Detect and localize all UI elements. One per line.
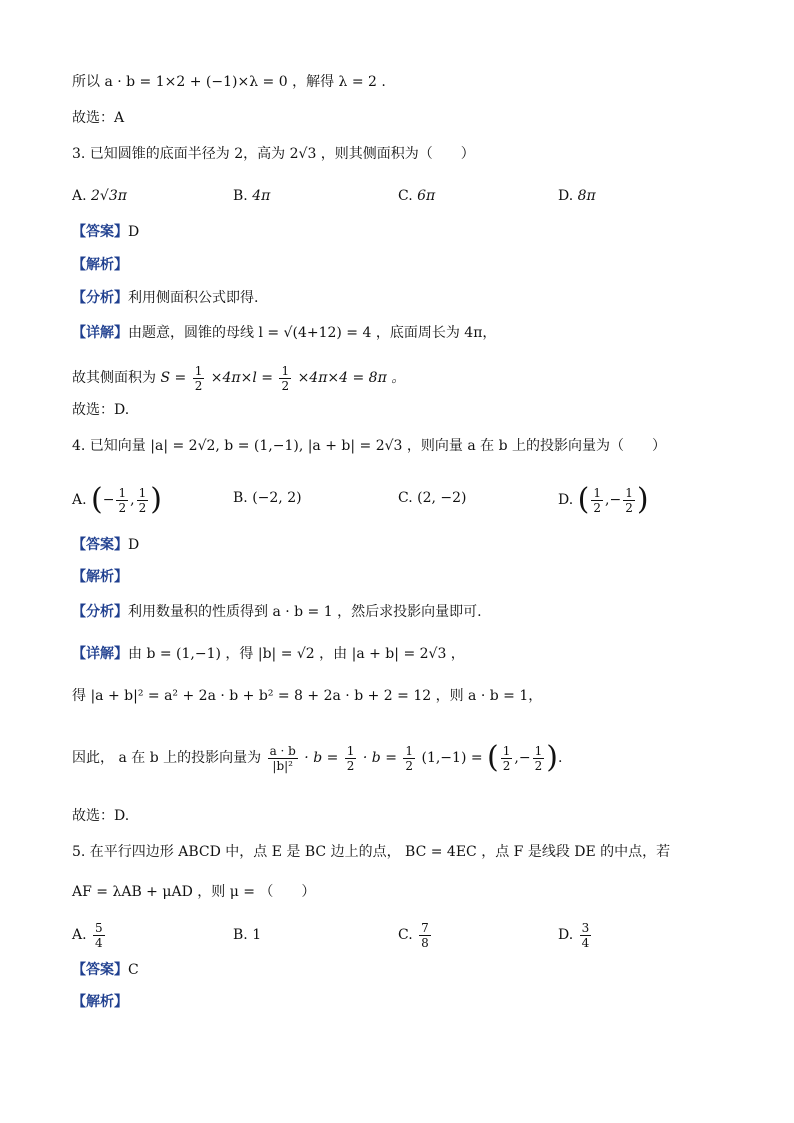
option-value: 4π: [252, 188, 271, 204]
option-label: B.: [233, 927, 248, 943]
option-value: 6π: [417, 188, 436, 204]
option-label: D.: [558, 927, 574, 943]
question-5-line-1: 5. 在平行四边形 ABCD 中，点 E 是 BC 边上的点， BC = 4EC ，点 F 是线段 DE 的中点，若: [72, 844, 671, 860]
lateral-area-pre: 故其侧面积为: [72, 370, 156, 386]
q3-option-d: [558, 186, 596, 206]
projection-line: 因此， a 在 b 上的投影向量为 $\frac{a \cdot b}{\text{|b|²}}$ · b = $\frac{1}{2}$ · b = $\frac{1}{2}$ (1,−1) = ( $\frac{1}{2}$ ,− $\frac{1}{2}$ ).: [72, 740, 563, 775]
fraction-half: $\frac{1}{2}$: [194, 363, 203, 393]
xiangjie-line: [72, 323, 496, 343]
selection-line: 故选：A: [72, 110, 125, 126]
fenxi-text: 利用侧面积公式即得.: [128, 290, 259, 306]
option-label: B.: [233, 490, 248, 506]
fraction-half: $\frac{1}{2}$: [346, 743, 355, 773]
selection-line: 故选：D.: [72, 808, 130, 824]
answer-tag: 【答案】: [72, 962, 128, 978]
xiangjie-text: 由题意，圆锥的母线 l = √(4+12) = 4 ，底面周长为 4π，: [128, 325, 497, 341]
q3-option-a: [72, 186, 127, 206]
analysis-heading: [72, 255, 128, 275]
answer-line: [72, 960, 139, 980]
analysis-tag: 【解析】: [72, 994, 128, 1010]
q5-option-a: A. $\frac{5}{4}$: [72, 920, 103, 950]
option-value: 2√3π: [91, 188, 127, 204]
answer-tag: 【答案】: [72, 537, 128, 553]
analysis-heading: [72, 567, 128, 587]
xiangjie-line: [72, 644, 465, 664]
answer-value: D: [128, 537, 140, 553]
q3-option-b: [233, 186, 270, 206]
fenxi-tag: 【分析】: [72, 604, 128, 620]
answer-tag: 【答案】: [72, 224, 128, 240]
option-value: 1: [252, 927, 262, 943]
fenxi-line: [72, 602, 482, 622]
formula-s: S =: [160, 370, 187, 386]
option-label: D.: [558, 492, 574, 508]
lateral-area-line: [72, 358, 405, 398]
q3-option-c: [398, 186, 435, 206]
answer-value: D: [128, 224, 140, 240]
selection-line: 故选：D.: [72, 402, 130, 418]
answer-line: [72, 535, 139, 555]
answer-line: [72, 222, 139, 242]
q5-option-b: [233, 925, 261, 945]
fenxi-line: [72, 288, 258, 308]
projection-pre: 因此， a 在 b 上的投影向量为: [72, 750, 262, 766]
option-value: (2, −2): [417, 490, 467, 506]
q5-option-c: C. $\frac{7}{8}$: [398, 920, 429, 950]
option-label: A.: [72, 188, 87, 204]
fraction-projection: $\frac{a \cdot b}{\text{|b|²}}$: [269, 743, 296, 773]
option-label: C.: [398, 490, 413, 506]
option-label: B.: [233, 188, 248, 204]
xiangjie-tag: 【详解】: [72, 646, 128, 662]
analysis-heading: [72, 992, 128, 1012]
xiangjie-tag: 【详解】: [72, 325, 128, 341]
option-value: 8π: [577, 188, 596, 204]
question-5-line-2: AF = λAB + μAD ，则 μ = （ ）: [72, 884, 316, 900]
fraction-half: $\frac{1}{2}$: [281, 363, 290, 393]
option-label: A.: [72, 492, 87, 508]
option-label: C.: [398, 188, 413, 204]
answer-value: C: [128, 962, 139, 978]
q5-option-d: D. $\frac{3}{4}$: [558, 920, 590, 950]
q4-option-c: [398, 488, 467, 508]
fraction-half: $\frac{1}{2}$: [405, 743, 414, 773]
option-value: (−2, 2): [252, 490, 302, 506]
option-label: C.: [398, 927, 413, 943]
fenxi-text: 利用数量积的性质得到 a · b = 1 ，然后求投影向量即可.: [128, 604, 482, 620]
analysis-tag: 【解析】: [72, 257, 128, 273]
fenxi-tag: 【分析】: [72, 290, 128, 306]
formula-mid: ×4π×l =: [210, 370, 274, 386]
derivation-line: 得 |a + b|² = a² + 2a · b + b² = 8 + 2a · b + 2 = 12 ，则 a · b = 1，: [72, 688, 543, 704]
question-3: 3. 已知圆锥的底面半径为 2，高为 2√3 ，则其侧面积为（ ）: [72, 146, 475, 162]
analysis-tag: 【解析】: [72, 569, 128, 585]
q4-option-b: [233, 488, 302, 508]
question-4: 4. 已知向量 |a| = 2√2, b = (1,−1), |a + b| = 2√3 ，则向量 a 在 b 上的投影向量为（ ）: [72, 438, 667, 454]
option-label: A.: [72, 927, 87, 943]
solution-line: 所以 a · b = 1×2 + (−1)×λ = 0 ，解得 λ = 2 .: [72, 74, 386, 90]
xiangjie-text: 由 b = (1,−1) ，得 |b| = √2 ，由 |a + b| = 2√3 ，: [128, 646, 465, 662]
formula-end: ×4π×4 = 8π 。: [297, 370, 406, 386]
option-label: D.: [558, 188, 574, 204]
q4-option-d: D. ( $\frac{1}{2}$ ,− $\frac{1}{2}$ ): [558, 482, 649, 517]
q4-option-a: A. (− $\frac{1}{2}$ , $\frac{1}{2}$ ): [72, 482, 162, 517]
